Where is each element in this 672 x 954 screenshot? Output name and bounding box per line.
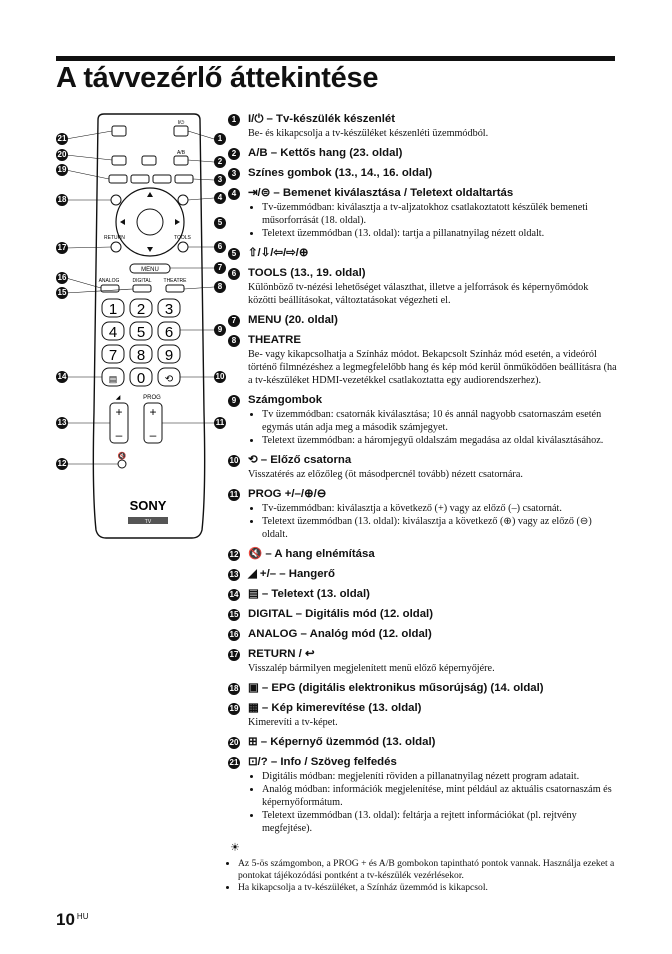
svg-text:2: 2 (136, 301, 146, 318)
entry-number: 7 (228, 315, 240, 327)
svg-text:3: 3 (164, 301, 174, 318)
svg-text:1: 1 (108, 301, 118, 318)
entry-10 (228, 453, 618, 481)
entry-bullet: • Teletext üzemmódban (13. oldal): kiválasztja a következő (⊕) vagy az előző (⊖) oldalt. (262, 515, 618, 541)
language-code: HU (76, 912, 89, 921)
callout-14: 14 (57, 372, 67, 381)
entry-bullet: • Analóg módban: információk megjelenítése, mint például az aktuális csatornaszám és képernyőformátum. (262, 783, 618, 809)
entry-8 (228, 333, 618, 387)
remote-svg (54, 112, 234, 542)
svg-text:⟲: ⟲ (164, 374, 174, 385)
svg-text:+: + (115, 405, 123, 419)
tip-item: • Az 5-ös számgombon, a PROG + és A/B gombokon tapintható pontok vannak. Használja ezeket a pontokat tájékozódási pontként a tv-készülék vezérlésekor. (238, 858, 618, 882)
entry-description: Be- vagy kikapcsolhatja a Színház módot. Bekapcsolt Színház mód esetén, a videóról történő filmnézéshez a legmegfelelőbb hang és kép mód kerül önműködően beállításra (ha a tv-készüléket HDMI-vezetékkel csatlakoztatta egy audiorendszerhez). (248, 349, 617, 386)
svg-text:ANALOG: ANALOG (98, 278, 120, 284)
entry-description: Be- és kikapcsolja a tv-készüléket készenléti üzemmódból. (248, 128, 489, 139)
callout-1: 1 (214, 133, 226, 145)
callout-4: 4 (214, 192, 226, 204)
entry-bullet: • Teletext üzemmódban: a háromjegyű oldalszám megadása az oldal kiválasztásához. (262, 434, 618, 447)
callout-15: 15 (57, 288, 67, 297)
tools-label: TOOLS (174, 235, 191, 241)
entry-heading: DIGITAL – Digitális mód (12. oldal) (248, 608, 434, 620)
entry-number: 9 (228, 395, 240, 407)
entry-heading: ▤ – Teletext (13. oldal) (248, 588, 370, 600)
brand-logo: SONY (129, 498, 167, 513)
svg-text:🔇: 🔇 (117, 453, 127, 460)
entry-bullet: • Tv-üzemmódban: kiválasztja a következő (+) vagy az előző (–) csatornát. (262, 502, 618, 515)
callout-13: 13 (57, 418, 67, 427)
callout-11: 11 (215, 418, 225, 427)
svg-text:7: 7 (108, 347, 118, 364)
entry-description: Visszatérés az előzőleg (öt másodpercnél tovább) nézett csatornára. (248, 469, 523, 480)
entry-bullet: • Teletext üzemmódban (13. oldal): feltárja a rejtett információkat (pl. rejtvény megfejtése). (262, 809, 618, 835)
entry-16 (228, 627, 618, 642)
svg-text:–: – (149, 428, 157, 442)
entry-2 (228, 146, 618, 161)
entry-number: 14 (229, 589, 239, 599)
entry-number: 21 (229, 757, 239, 767)
entry-1 (228, 112, 618, 140)
entry-heading: 🔇 – A hang elnémítása (248, 548, 375, 560)
callout-19: 19 (57, 165, 67, 174)
entry-20 (228, 735, 618, 750)
callout-21: 21 (57, 134, 67, 143)
svg-text:PROG: PROG (143, 395, 161, 401)
entry-number: 15 (229, 609, 239, 619)
entry-bullet: • Tv üzemmódban: csatornák kiválasztása; 10 és annál nagyobb csatornaszám esetén egymás után adja meg a második számjegyet. (262, 408, 618, 434)
entry-heading: ⊞ – Képernyő üzemmód (13. oldal) (248, 736, 436, 748)
svg-text:8: 8 (136, 347, 146, 364)
svg-text:5: 5 (136, 324, 146, 341)
entry-5 (228, 246, 618, 261)
entry-number: 12 (229, 549, 239, 559)
entry-heading: ⊡/? – Info / Szöveg felfedés (248, 756, 397, 768)
entry-number: 1 (228, 114, 240, 126)
callout-16: 16 (57, 273, 67, 282)
svg-text:▤: ▤ (108, 374, 118, 384)
return-label: RETURN (104, 235, 125, 241)
entry-heading: Színes gombok (13., 14., 16. oldal) (248, 167, 433, 179)
callout-12: 12 (57, 459, 67, 468)
entry-description: Visszalép bármilyen megjelenített menü előző képernyőjére. (248, 663, 495, 674)
callout-5: 5 (214, 217, 226, 229)
entry-number: 16 (229, 629, 239, 639)
entry-number: 2 (228, 148, 240, 160)
svg-text:4: 4 (108, 324, 118, 341)
tip-item: • Ha kikapcsolja a tv-készüléket, a Színház üzemmód is kikapcsol. (238, 882, 618, 894)
callout-8: 8 (214, 281, 226, 293)
entry-heading: THEATRE (248, 334, 301, 346)
entry-heading: A/B – Kettős hang (23. oldal) (248, 147, 403, 159)
svg-text:6: 6 (164, 324, 174, 341)
entry-number: 11 (229, 489, 239, 499)
svg-text:DIGITAL: DIGITAL (132, 278, 152, 284)
entry-heading: MENU (20. oldal) (248, 314, 338, 326)
button-descriptions (228, 112, 618, 841)
entry-heading: Számgombok (248, 394, 323, 406)
callout-3: 3 (214, 174, 226, 186)
entry-number: 13 (229, 569, 239, 579)
entry-number: 19 (229, 703, 239, 713)
entry-heading: ⇥/⊜ – Bemenet kiválasztása / Teletext oldaltartás (248, 187, 514, 199)
entry-15 (228, 607, 618, 622)
lightbulb-icon: ☀ (230, 841, 240, 854)
entry-heading: ANALOG – Analóg mód (12. oldal) (248, 628, 432, 640)
entry-6 (228, 266, 618, 307)
tips-section (228, 838, 618, 894)
entry-bullet: • Teletext üzemmódban (13. oldal): tartja a pillanatnyilag nézett oldalt. (262, 227, 618, 240)
entry-heading: ⇧/⇩/⇦/⇨/⊕ (248, 247, 309, 259)
page-number (56, 910, 88, 930)
entry-13 (228, 567, 618, 582)
entry-11 (228, 487, 618, 541)
entry-4 (228, 186, 618, 240)
callout-7: 7 (214, 262, 226, 274)
entry-number: 6 (228, 268, 240, 280)
entry-description: Kimerevíti a tv-képet. (248, 717, 338, 728)
svg-text:–: – (115, 428, 123, 442)
page-number-value: 10 (56, 910, 75, 929)
entry-heading: PROG +/–/⊕/⊖ (248, 488, 327, 500)
entry-number: 17 (229, 649, 239, 659)
entry-17 (228, 647, 618, 675)
entry-12 (228, 547, 618, 562)
entry-bullet: • Tv-üzemmódban: kiválasztja a tv-aljzatokhoz csatlakoztatott készülék bemeneti műsorforrását (18. oldal). (262, 201, 618, 227)
callout-20: 20 (57, 150, 67, 159)
entry-heading: ▦ – Kép kimerevítése (13. oldal) (248, 702, 422, 714)
callout-17: 17 (57, 243, 67, 252)
entry-heading: ⟲ – Előző csatorna (248, 454, 352, 466)
svg-text:TV: TV (144, 519, 152, 525)
entry-number: 3 (228, 168, 240, 180)
entry-14 (228, 587, 618, 602)
entry-19 (228, 701, 618, 729)
svg-text:THEATRE: THEATRE (163, 278, 187, 284)
entry-heading: RETURN / ↩ (248, 648, 315, 660)
entry-heading: TOOLS (13., 19. oldal) (248, 267, 366, 279)
callout-10: 10 (215, 372, 225, 381)
entry-number: 10 (229, 455, 239, 465)
entry-heading: I/⏻ – Tv-készülék készenlét (248, 113, 396, 125)
entry-21 (228, 755, 618, 835)
power-label: I/⏻ (177, 120, 185, 126)
remote-illustration (54, 112, 234, 542)
entry-number: 4 (228, 188, 240, 200)
svg-text:0: 0 (136, 370, 146, 387)
entry-bullet: • Digitális módban: megjeleníti röviden a pillanatnyilag nézett program adatait. (262, 770, 618, 783)
callout-18: 18 (57, 195, 67, 204)
entry-number: 18 (229, 683, 239, 693)
entry-number: 20 (229, 737, 239, 747)
entry-9 (228, 393, 618, 447)
entry-number: 8 (228, 335, 240, 347)
page-title: A távvezérlő áttekintése (56, 62, 379, 94)
callout-2: 2 (214, 156, 226, 168)
entry-heading: ▣ – EPG (digitális elektronikus műsorújság) (14. oldal) (248, 682, 544, 694)
svg-text:+: + (149, 405, 157, 419)
callout-9: 9 (214, 324, 226, 336)
svg-text:9: 9 (164, 347, 174, 364)
entry-number: 5 (228, 248, 240, 260)
menu-label: MENU (141, 267, 159, 273)
entry-7 (228, 313, 618, 328)
callout-6: 6 (214, 241, 226, 253)
entry-description: Különböző tv-nézési lehetőséget választhat, illetve a jelforrások és képernyőmódok közötti beállításokat, változtatásokat végezheti el. (248, 282, 589, 306)
entry-18 (228, 681, 618, 696)
title-rule (56, 56, 615, 61)
svg-text:◢: ◢ (115, 395, 121, 401)
ab-label: A/B (176, 150, 186, 156)
entry-heading: ◢ +/– – Hangerő (248, 568, 335, 580)
entry-3 (228, 166, 618, 181)
